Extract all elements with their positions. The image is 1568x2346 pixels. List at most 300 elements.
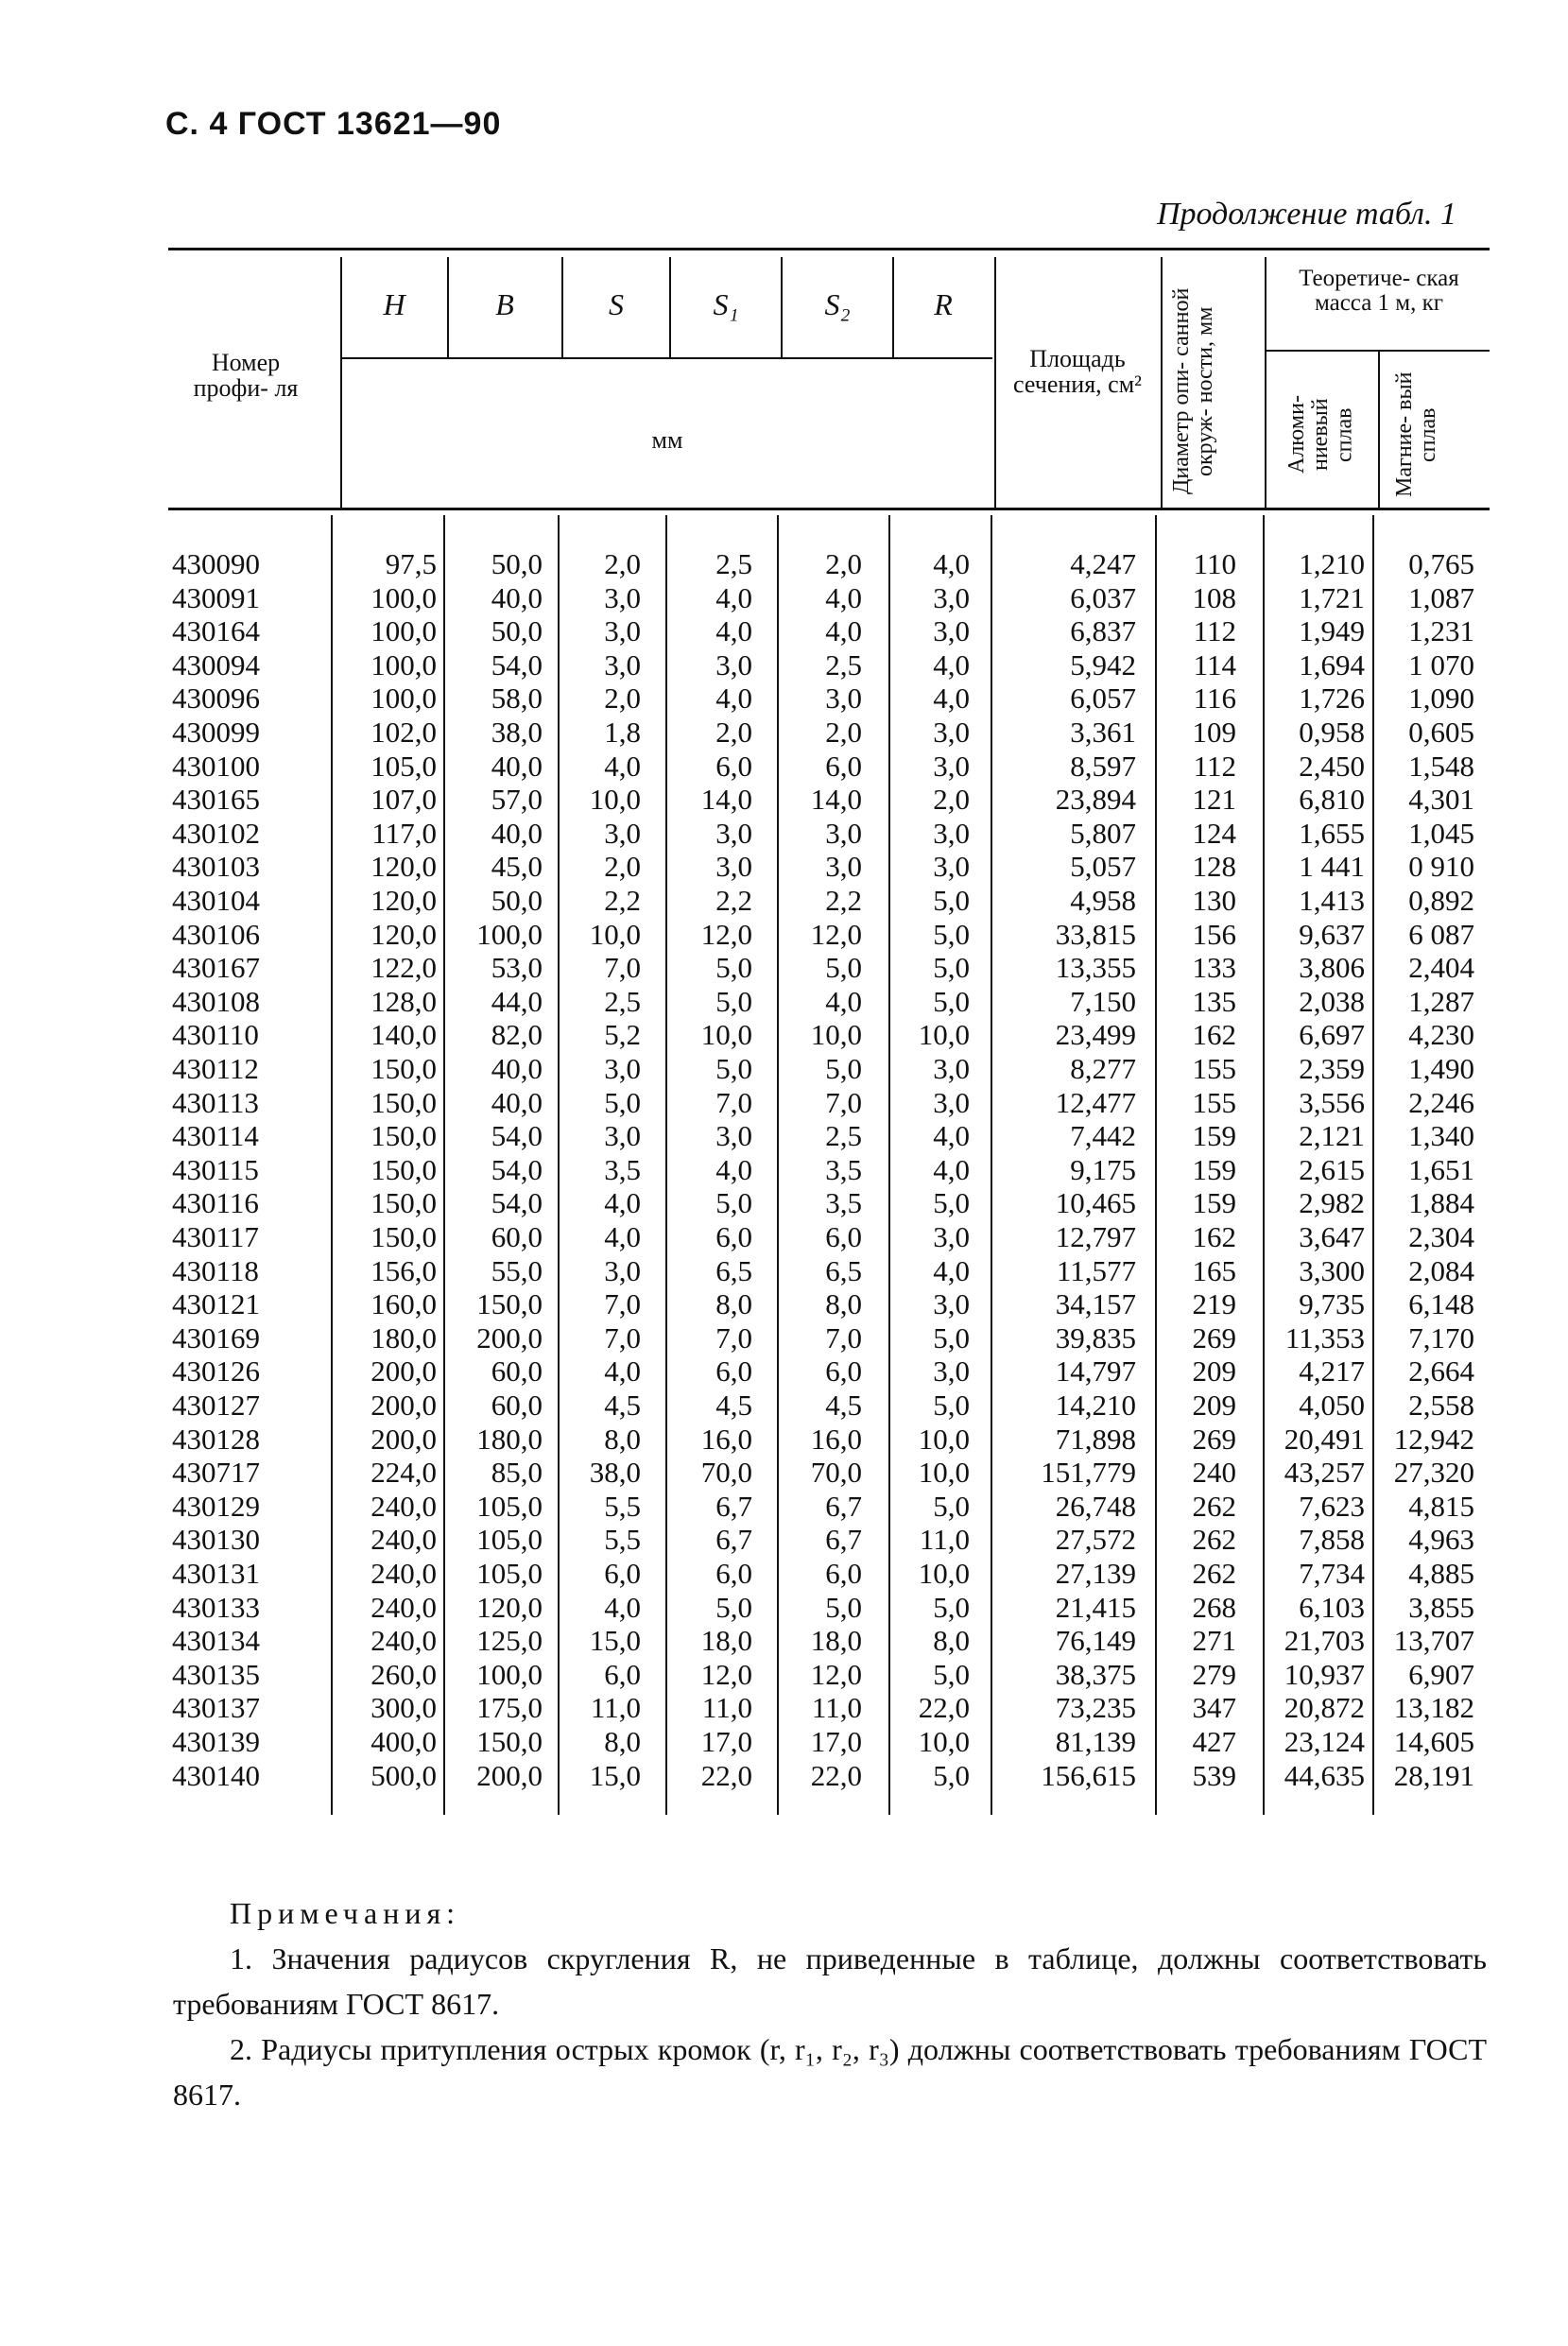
cell-mg: 4,963 — [1408, 1523, 1474, 1557]
cell-r: 4,0 — [933, 1119, 970, 1153]
cell-s1: 4,0 — [715, 614, 752, 648]
cell-mg: 2,664 — [1408, 1354, 1474, 1389]
header-s2: S₂ — [824, 287, 851, 321]
cell-d: 108 — [1192, 580, 1236, 614]
cell-al: 3,647 — [1299, 1220, 1365, 1253]
cell-num: 430169 — [172, 1320, 260, 1354]
cell-s: 5,2 — [604, 1018, 641, 1052]
cell-r: 4,0 — [933, 647, 970, 681]
cell-al: 1,655 — [1299, 816, 1365, 850]
table-row — [0, 1524, 1568, 1556]
table-top-rule — [168, 248, 1490, 250]
cell-d: 209 — [1192, 1389, 1236, 1422]
cell-d: 279 — [1192, 1657, 1236, 1691]
cell-s2: 6,0 — [825, 749, 862, 783]
cell-r: 5,0 — [933, 1186, 970, 1220]
cell-area: 151,779 — [1041, 1456, 1136, 1490]
cell-area: 5,942 — [1070, 647, 1136, 681]
cell-al: 3,806 — [1299, 951, 1365, 985]
cell-h: 100,0 — [370, 580, 437, 614]
cell-s2: 6,0 — [825, 1220, 862, 1253]
table-row — [0, 1760, 1568, 1792]
cell-s1: 3,0 — [715, 816, 752, 850]
cell-num: 430094 — [172, 647, 260, 681]
cell-mg: 0,892 — [1408, 884, 1474, 917]
cell-r: 3,0 — [933, 614, 970, 648]
cell-h: 240,0 — [370, 1590, 437, 1624]
cell-s2: 17,0 — [810, 1725, 862, 1758]
cell-mg: 13,707 — [1393, 1624, 1474, 1658]
cell-al: 1,949 — [1299, 614, 1365, 648]
cell-h: 260,0 — [370, 1657, 437, 1691]
cell-mg: 1,090 — [1408, 681, 1474, 716]
cell-s: 3,0 — [604, 647, 641, 681]
cell-s2: 2,0 — [825, 547, 862, 580]
cell-al: 9,735 — [1299, 1287, 1365, 1321]
cell-h: 97,5 — [385, 547, 437, 580]
cell-s1: 3,0 — [715, 1119, 752, 1153]
cell-area: 26,748 — [1055, 1489, 1136, 1523]
cell-d: 209 — [1192, 1354, 1236, 1389]
cell-s1: 6,0 — [715, 1354, 752, 1389]
cell-s1: 7,0 — [715, 1085, 752, 1119]
cell-r: 4,0 — [933, 1253, 970, 1287]
cell-area: 4,958 — [1070, 884, 1136, 917]
cell-d: 427 — [1192, 1725, 1236, 1758]
table-row — [0, 818, 1568, 850]
cell-b: 105,0 — [476, 1489, 543, 1523]
cell-mg: 2,246 — [1408, 1085, 1474, 1119]
notes-title: Примечания: — [230, 1896, 461, 1930]
cell-d: 114 — [1193, 647, 1236, 681]
cell-s: 4,0 — [604, 1186, 641, 1220]
cell-area: 5,807 — [1070, 816, 1136, 850]
cell-mg: 14,605 — [1393, 1725, 1474, 1758]
cell-s1: 22,0 — [700, 1758, 752, 1792]
cell-d: 109 — [1192, 716, 1236, 749]
cell-b: 40,0 — [491, 749, 543, 783]
cell-al: 6,810 — [1299, 783, 1365, 817]
cell-s: 10,0 — [589, 917, 641, 951]
cell-mg: 4,301 — [1408, 783, 1474, 817]
cell-s1: 6,0 — [715, 1557, 752, 1590]
cell-r: 3,0 — [933, 749, 970, 783]
cell-al: 6,697 — [1299, 1018, 1365, 1052]
cell-d: 269 — [1192, 1422, 1236, 1456]
cell-al: 2,982 — [1299, 1186, 1365, 1220]
cell-h: 300,0 — [370, 1691, 437, 1725]
cell-s2: 2,5 — [825, 647, 862, 681]
header-units-mm: мм — [651, 426, 683, 454]
header-profile-number: Номер профи- ля — [193, 349, 299, 403]
cell-area: 12,797 — [1055, 1220, 1136, 1253]
cell-b: 125,0 — [476, 1624, 543, 1658]
cell-mg: 1 070 — [1408, 647, 1474, 681]
cell-s: 7,0 — [604, 951, 641, 985]
cell-r: 3,0 — [933, 1085, 970, 1119]
table-row — [0, 986, 1568, 1018]
cell-s1: 4,0 — [715, 681, 752, 716]
cell-al: 2,121 — [1299, 1119, 1365, 1153]
notes — [173, 1890, 1487, 2117]
header-magnesium: Магние- вый сплав — [1392, 371, 1441, 498]
table-row — [0, 649, 1568, 681]
cell-num: 430137 — [172, 1691, 260, 1725]
cell-d: 347 — [1192, 1691, 1236, 1725]
cell-area: 8,277 — [1070, 1052, 1136, 1085]
cell-area: 23,894 — [1055, 783, 1136, 817]
cell-s: 4,5 — [604, 1389, 641, 1422]
header-bottom-rule — [168, 508, 1490, 510]
header-r: R — [934, 287, 953, 321]
table-row — [0, 1659, 1568, 1691]
cell-b: 60,0 — [491, 1389, 543, 1422]
cell-h: 240,0 — [370, 1557, 437, 1590]
cell-s2: 5,0 — [825, 1052, 862, 1085]
table-row — [0, 1592, 1568, 1624]
cell-s2: 6,5 — [825, 1253, 862, 1287]
cell-s2: 3,5 — [825, 1186, 862, 1220]
units-rule — [342, 357, 992, 359]
cell-b: 57,0 — [491, 783, 543, 817]
cell-b: 54,0 — [491, 647, 543, 681]
cell-mg: 2,304 — [1408, 1220, 1474, 1253]
cell-s2: 70,0 — [810, 1456, 862, 1490]
table-row — [0, 1154, 1568, 1186]
header-col-divider — [669, 257, 671, 357]
cell-s2: 5,0 — [825, 1590, 862, 1624]
cell-s: 3,0 — [604, 1253, 641, 1287]
cell-al: 23,124 — [1284, 1725, 1365, 1758]
cell-area: 9,175 — [1070, 1152, 1136, 1186]
cell-num: 430139 — [172, 1725, 260, 1758]
cell-s1: 3,0 — [715, 850, 752, 884]
cell-h: 150,0 — [370, 1085, 437, 1119]
cell-h: 100,0 — [370, 647, 437, 681]
cell-al: 1,721 — [1299, 580, 1365, 614]
cell-al: 1 441 — [1299, 850, 1365, 884]
cell-area: 6,057 — [1070, 681, 1136, 716]
cell-num: 430165 — [172, 783, 260, 817]
cell-s: 10,0 — [589, 783, 641, 817]
cell-s1: 6,5 — [715, 1253, 752, 1287]
table-row — [0, 1322, 1568, 1354]
table-row — [0, 1625, 1568, 1657]
table-row — [0, 851, 1568, 883]
cell-num: 430106 — [172, 917, 260, 951]
cell-r: 5,0 — [933, 984, 970, 1018]
cell-d: 155 — [1192, 1085, 1236, 1119]
cell-r: 10,0 — [918, 1456, 970, 1490]
cell-s: 3,0 — [604, 614, 641, 648]
table-row — [0, 1355, 1568, 1388]
cell-s1: 5,0 — [715, 1052, 752, 1085]
header-col-divider — [1378, 352, 1380, 510]
cell-area: 23,499 — [1055, 1018, 1136, 1052]
table-row — [0, 1491, 1568, 1523]
cell-r: 4,0 — [933, 547, 970, 580]
cell-mg: 2,404 — [1408, 951, 1474, 985]
cell-s1: 5,0 — [715, 1590, 752, 1624]
header-mass-group: Теоретиче- ская масса 1 м, кг — [1299, 266, 1459, 317]
cell-s1: 17,0 — [700, 1725, 752, 1758]
cell-s: 6,0 — [604, 1557, 641, 1590]
cell-s2: 6,0 — [825, 1557, 862, 1590]
cell-area: 11,577 — [1056, 1253, 1136, 1287]
cell-r: 3,0 — [933, 1052, 970, 1085]
cell-d: 219 — [1192, 1287, 1236, 1321]
cell-b: 85,0 — [491, 1456, 543, 1490]
cell-mg: 7,170 — [1408, 1320, 1474, 1354]
cell-area: 12,477 — [1055, 1085, 1136, 1119]
cell-s2: 14,0 — [810, 783, 862, 817]
cell-al: 7,734 — [1299, 1557, 1365, 1590]
cell-mg: 2,558 — [1408, 1389, 1474, 1422]
cell-num: 430118 — [172, 1253, 259, 1287]
cell-num: 430121 — [172, 1287, 260, 1321]
cell-b: 150,0 — [476, 1287, 543, 1321]
table-caption: Продолжение табл. 1 — [1156, 197, 1456, 232]
cell-d: 155 — [1192, 1052, 1236, 1085]
cell-b: 60,0 — [491, 1220, 543, 1253]
cell-area: 81,139 — [1055, 1725, 1136, 1758]
header-col-divider — [1161, 257, 1163, 510]
cell-s2: 6,0 — [825, 1354, 862, 1389]
cell-s2: 10,0 — [810, 1018, 862, 1052]
cell-area: 14,210 — [1055, 1389, 1136, 1422]
cell-al: 3,300 — [1299, 1253, 1365, 1287]
cell-s: 7,0 — [604, 1320, 641, 1354]
cell-mg: 0 910 — [1408, 850, 1474, 884]
cell-b: 100,0 — [476, 917, 543, 951]
cell-num: 430096 — [172, 681, 260, 716]
cell-area: 76,149 — [1055, 1624, 1136, 1658]
table-row — [0, 784, 1568, 816]
cell-h: 200,0 — [370, 1422, 437, 1456]
cell-d: 271 — [1192, 1624, 1236, 1658]
cell-mg: 2,084 — [1408, 1253, 1474, 1287]
cell-b: 200,0 — [476, 1758, 543, 1792]
cell-b: 54,0 — [491, 1119, 543, 1153]
cell-s1: 6,7 — [715, 1489, 752, 1523]
cell-s: 3,0 — [604, 816, 641, 850]
cell-al: 7,858 — [1299, 1523, 1365, 1557]
cell-d: 165 — [1192, 1253, 1236, 1287]
table-row — [0, 1019, 1568, 1051]
cell-r: 5,0 — [933, 1590, 970, 1624]
cell-s2: 11,0 — [811, 1691, 862, 1725]
cell-d: 112 — [1193, 614, 1236, 648]
cell-r: 11,0 — [919, 1523, 970, 1557]
header-diameter: Диаметр опи- санной окруж- ности, мм — [1169, 287, 1218, 495]
cell-area: 6,837 — [1070, 614, 1136, 648]
cell-b: 180,0 — [476, 1422, 543, 1456]
cell-h: 107,0 — [370, 783, 437, 817]
cell-h: 120,0 — [370, 884, 437, 917]
cell-h: 156,0 — [370, 1253, 437, 1287]
cell-s1: 12,0 — [700, 1657, 752, 1691]
cell-num: 430099 — [172, 716, 260, 749]
note-1: 1. Значения радиусов скругления R, не приведенные в таблице, должны соответствовать требованиям ГОСТ 8617. — [173, 1941, 1487, 2021]
cell-s: 1,8 — [604, 716, 641, 749]
cell-d: 116 — [1193, 681, 1236, 716]
table-row — [0, 716, 1568, 749]
table-row — [0, 1389, 1568, 1422]
cell-r: 5,0 — [933, 1389, 970, 1422]
cell-al: 10,937 — [1284, 1657, 1365, 1691]
cell-s2: 3,0 — [825, 681, 862, 716]
header-col-divider — [561, 257, 563, 357]
cell-area: 4,247 — [1070, 547, 1136, 580]
cell-d: 133 — [1192, 951, 1236, 985]
cell-num: 430167 — [172, 951, 260, 985]
cell-h: 180,0 — [370, 1320, 437, 1354]
cell-num: 430128 — [172, 1422, 260, 1456]
cell-d: 128 — [1192, 850, 1236, 884]
cell-al: 7,623 — [1299, 1489, 1365, 1523]
cell-mg: 1,651 — [1408, 1152, 1474, 1186]
cell-s2: 7,0 — [825, 1320, 862, 1354]
cell-h: 100,0 — [370, 681, 437, 716]
cell-s: 2,0 — [604, 547, 641, 580]
cell-b: 54,0 — [491, 1186, 543, 1220]
cell-d: 159 — [1192, 1152, 1236, 1186]
cell-h: 240,0 — [370, 1489, 437, 1523]
cell-b: 40,0 — [491, 1085, 543, 1119]
cell-area: 33,815 — [1055, 917, 1136, 951]
cell-s2: 2,5 — [825, 1119, 862, 1153]
cell-area: 39,835 — [1055, 1320, 1136, 1354]
table-row — [0, 1255, 1568, 1287]
cell-d: 269 — [1192, 1320, 1236, 1354]
cell-r: 5,0 — [933, 884, 970, 917]
cell-d: 159 — [1192, 1119, 1236, 1153]
cell-s2: 22,0 — [810, 1758, 862, 1792]
cell-h: 160,0 — [370, 1287, 437, 1321]
cell-al: 0,958 — [1299, 716, 1365, 749]
cell-b: 50,0 — [491, 614, 543, 648]
cell-s: 4,0 — [604, 1220, 641, 1253]
cell-s2: 2,0 — [825, 716, 862, 749]
cell-s: 8,0 — [604, 1422, 641, 1456]
cell-s2: 2,2 — [825, 884, 862, 917]
cell-s: 2,2 — [604, 884, 641, 917]
table-row — [0, 1726, 1568, 1758]
cell-r: 10,0 — [918, 1557, 970, 1590]
cell-s: 6,0 — [604, 1657, 641, 1691]
cell-num: 430100 — [172, 749, 260, 783]
cell-h: 128,0 — [370, 984, 437, 1018]
cell-num: 430113 — [172, 1085, 259, 1119]
cell-s1: 70,0 — [700, 1456, 752, 1490]
table-row — [0, 750, 1568, 783]
cell-al: 3,556 — [1299, 1085, 1365, 1119]
table-row — [0, 1288, 1568, 1320]
cell-h: 240,0 — [370, 1523, 437, 1557]
cell-s: 11,0 — [590, 1691, 641, 1725]
cell-al: 21,703 — [1284, 1624, 1365, 1658]
table-row — [0, 682, 1568, 715]
cell-s2: 12,0 — [810, 1657, 862, 1691]
cell-h: 400,0 — [370, 1725, 437, 1758]
table-row — [0, 919, 1568, 951]
cell-r: 5,0 — [933, 917, 970, 951]
cell-b: 38,0 — [491, 716, 543, 749]
cell-num: 430126 — [172, 1354, 260, 1389]
header-s1: S₁ — [713, 287, 739, 321]
cell-b: 105,0 — [476, 1523, 543, 1557]
cell-s: 5,5 — [604, 1489, 641, 1523]
cell-al: 1,694 — [1299, 647, 1365, 681]
cell-r: 3,0 — [933, 1220, 970, 1253]
cell-r: 10,0 — [918, 1422, 970, 1456]
cell-r: 5,0 — [933, 1657, 970, 1691]
cell-r: 3,0 — [933, 850, 970, 884]
cell-num: 430104 — [172, 884, 260, 917]
cell-d: 159 — [1192, 1186, 1236, 1220]
cell-s2: 7,0 — [825, 1085, 862, 1119]
cell-num: 430108 — [172, 984, 260, 1018]
cell-num: 430134 — [172, 1624, 260, 1658]
cell-area: 38,375 — [1055, 1657, 1136, 1691]
cell-r: 3,0 — [933, 716, 970, 749]
cell-r: 10,0 — [918, 1725, 970, 1758]
cell-al: 2,038 — [1299, 984, 1365, 1018]
cell-s2: 4,0 — [825, 984, 862, 1018]
cell-b: 44,0 — [491, 984, 543, 1018]
cell-h: 100,0 — [370, 614, 437, 648]
cell-h: 120,0 — [370, 850, 437, 884]
cell-area: 6,037 — [1070, 580, 1136, 614]
cell-r: 3,0 — [933, 1354, 970, 1389]
cell-b: 50,0 — [491, 884, 543, 917]
cell-d: 262 — [1192, 1523, 1236, 1557]
cell-d: 135 — [1192, 984, 1236, 1018]
cell-al: 9,637 — [1299, 917, 1365, 951]
cell-s1: 7,0 — [715, 1320, 752, 1354]
cell-h: 117,0 — [371, 816, 437, 850]
cell-s: 4,0 — [604, 1590, 641, 1624]
cell-s1: 6,0 — [715, 1220, 752, 1253]
cell-h: 150,0 — [370, 1186, 437, 1220]
cell-h: 150,0 — [370, 1152, 437, 1186]
cell-area: 3,361 — [1070, 716, 1136, 749]
cell-al: 20,491 — [1284, 1422, 1365, 1456]
cell-s: 4,0 — [604, 749, 641, 783]
cell-s2: 4,0 — [825, 580, 862, 614]
cell-s: 15,0 — [589, 1758, 641, 1792]
cell-al: 2,615 — [1299, 1152, 1365, 1186]
table-row — [0, 1558, 1568, 1590]
cell-area: 34,157 — [1055, 1287, 1136, 1321]
cell-h: 240,0 — [370, 1624, 437, 1658]
cell-s: 5,5 — [604, 1523, 641, 1557]
cell-num: 430116 — [172, 1186, 259, 1220]
cell-num: 430164 — [172, 614, 260, 648]
cell-h: 150,0 — [370, 1119, 437, 1153]
cell-num: 430102 — [172, 816, 260, 850]
cell-mg: 4,885 — [1408, 1557, 1474, 1590]
cell-s1: 8,0 — [715, 1287, 752, 1321]
cell-b: 175,0 — [476, 1691, 543, 1725]
cell-mg: 13,182 — [1393, 1691, 1474, 1725]
cell-area: 73,235 — [1055, 1691, 1136, 1725]
cell-al: 1,413 — [1299, 884, 1365, 917]
header-col-divider — [781, 257, 783, 357]
cell-r: 5,0 — [933, 1758, 970, 1792]
cell-d: 110 — [1193, 547, 1236, 580]
cell-r: 8,0 — [933, 1624, 970, 1658]
